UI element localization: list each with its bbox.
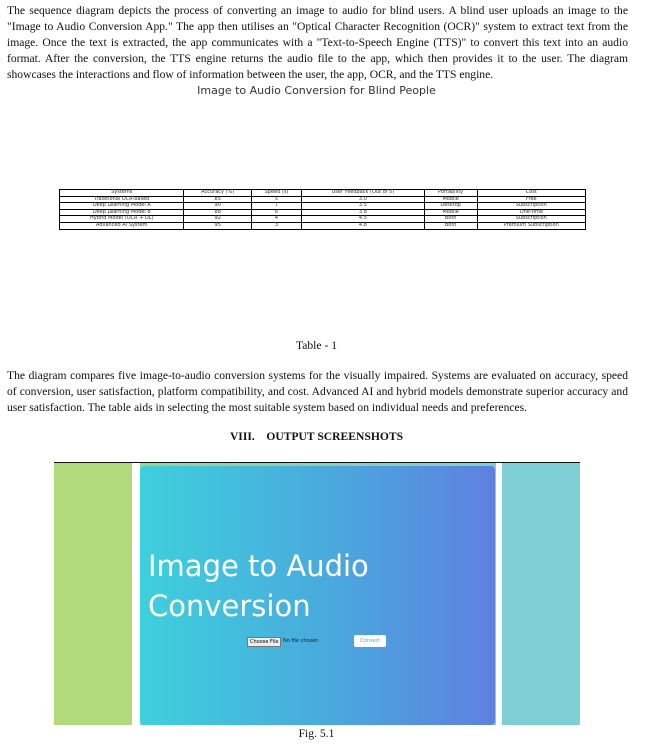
- app-card: [140, 466, 495, 725]
- header-user-feedback: User Feedback (Out of 5): [302, 190, 425, 197]
- table-cell: 85: [184, 196, 252, 203]
- table-cell: 92: [184, 216, 252, 223]
- table-cell: Both: [424, 216, 477, 223]
- table-cell: Deep Learning Model A: [60, 203, 184, 210]
- table-cell: 5: [251, 196, 301, 203]
- section-heading: VIII. OUTPUT SCREENSHOTS: [229, 430, 404, 443]
- screenshot-right-panel: [502, 463, 580, 725]
- table-cell: 7: [251, 203, 301, 210]
- table-cell: 3: [251, 222, 301, 229]
- table-cell: 6: [251, 209, 301, 216]
- header-cost: Cost: [477, 190, 585, 197]
- table-cell: 4.5: [302, 216, 425, 223]
- table-cell: Premium Subscription: [477, 222, 585, 229]
- table-cell: Deep Learning Model B: [60, 209, 184, 216]
- table-caption: Table - 1: [295, 339, 338, 352]
- table-cell: One-time: [477, 209, 585, 216]
- table-cell: 90: [184, 203, 252, 210]
- header-systems: Systems: [60, 190, 184, 197]
- table-cell: Advanced AI System: [60, 222, 184, 229]
- table-cell: 3.5: [302, 203, 425, 210]
- table-cell: 88: [184, 209, 252, 216]
- table-cell: Mobile: [424, 196, 477, 203]
- intro-paragraph: The sequence diagram depicts the process of converting an image to audio for blind users. A blind user uploads an image to the "Image to Audio Conversion App." The app then utilises an "Optical Character Recognition (OCR)" system to extract text from the image. Once the text is extracted, the app communicates with a "Text-to-Speech Engine (TTS)" to convert this text into an audio format. After the conversion, the TTS engine returns the audio file to the app, which then provides it to the user. The diagram showcases the interactions and flow of information between the user, the app, OCR, and the TTS engine.: [7, 4, 628, 81]
- table-cell: 3.0: [302, 196, 425, 203]
- table-cell: 95: [184, 222, 252, 229]
- table-cell: Mobile: [424, 209, 477, 216]
- header-speed: Speed (s): [251, 190, 301, 197]
- choose-file-button[interactable]: Choose File: [247, 637, 281, 647]
- app-title: Image to Audio Conversion: [148, 549, 369, 623]
- table-cell: Hybrid Model (OCR + DL): [60, 216, 184, 223]
- table-cell: 4: [251, 216, 301, 223]
- table-cell: Both: [424, 222, 477, 229]
- table-cell: Subscription: [477, 203, 585, 210]
- screenshot-divider: [132, 463, 140, 725]
- table-cell: Subscription: [477, 216, 585, 223]
- table-title: Image to Audio Conversion for Blind People: [197, 84, 436, 97]
- output-screenshot: [54, 462, 580, 725]
- screenshot-divider: [496, 463, 502, 725]
- comparison-paragraph: The diagram compares five image-to-audio conversion systems for the visually impaired. Systems are evaluated on accuracy, speed of conversion, user satisfaction, platform compatibility, and cost. Advanced AI and hybrid models demonstrate superior accuracy and user satisfaction. The table aids in selecting the most suitable system based on individual needs and preferences.: [7, 369, 628, 414]
- table-cell: Traditional OCR-based: [60, 196, 184, 203]
- table-cell: 4.8: [302, 222, 425, 229]
- convert-button[interactable]: Convert: [354, 635, 386, 647]
- file-status: No file chosen: [283, 638, 319, 644]
- table-row: [60, 222, 586, 229]
- screenshot-left-panel: [54, 463, 132, 725]
- header-portability: Portability: [424, 190, 477, 197]
- figure-caption: Fig. 5.1: [298, 727, 335, 740]
- table-cell: Free: [477, 196, 585, 203]
- header-accuracy: Accuracy (%): [184, 190, 252, 197]
- comparison-table: [59, 189, 586, 230]
- table-cell: Desktop: [424, 203, 477, 210]
- table-cell: 3.8: [302, 209, 425, 216]
